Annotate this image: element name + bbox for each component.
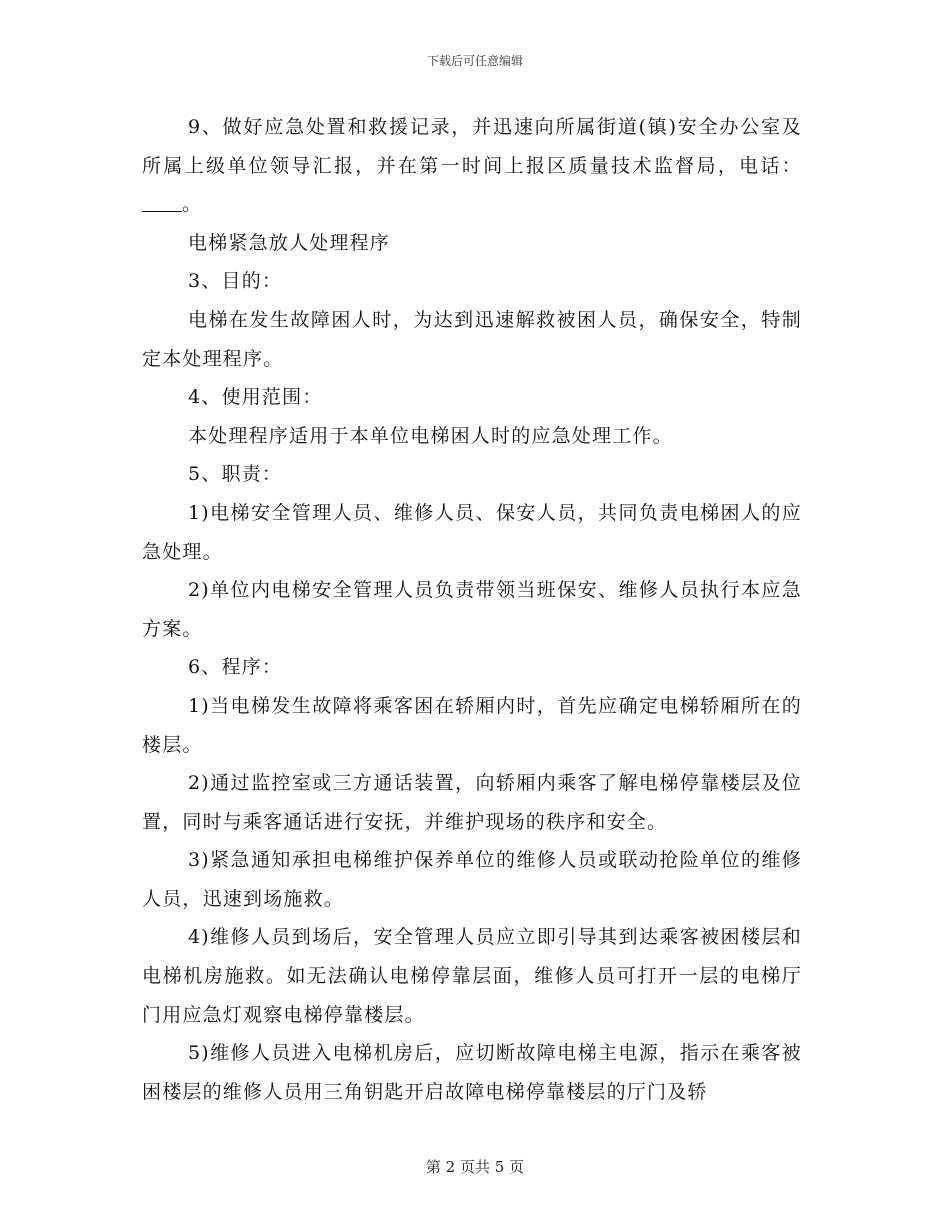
paragraph-procedure-2: 2)通过监控室或三方通话装置，向轿厢内乘客了解电梯停靠楼层及位置，同时与乘客通话进行安抚，并维护现场的秩序和安全。 — [142, 772, 802, 833]
paragraph-scope: 本处理程序适用于本单位电梯困人时的应急处理工作。 — [188, 424, 673, 447]
paragraph-procedure-3: 3)紧急通知承担电梯维护保养单位的维修人员或联动抢险单位的维修人员，迅速到场施救。 — [142, 849, 802, 910]
paragraph-text: 9、做好应急处置和救援记录，并迅速向所属街道(镇)安全办公室及所属上级单位领导汇报，并在第一时间上报区质量技术监督局，电话： — [142, 116, 802, 177]
paragraph-procedure-1: 1)当电梯发生故障将乘客困在轿厢内时，首先应确定电梯轿厢所在的楼层。 — [142, 694, 802, 756]
paragraph-suffix: 。 — [182, 193, 203, 216]
paragraph-duty-2: 2)单位内电梯安全管理人员负责带领当班保安、维修人员执行本应急方案。 — [142, 579, 802, 640]
paragraph-duty-1: 1)电梯安全管理人员、维修人员、保安人员，共同负责电梯困人的应急处理。 — [142, 501, 802, 563]
heading-purpose: 3、目的： — [188, 270, 283, 293]
page-footer: 第 2 页共 5 页 — [425, 1158, 525, 1176]
paragraph-procedure-5: 5)维修人员进入电梯机房后，应切断故障电梯主电源，指示在乘客被困楼层的维修人员用三角钥匙开启故障电梯停靠楼层的厅门及轿 — [142, 1042, 802, 1103]
section-title: 电梯紧急放人处理程序 — [188, 231, 391, 254]
heading-duties: 5、职责： — [188, 463, 283, 486]
paragraph-procedure-4: 4)维修人员到场后，安全管理人员应立即引导其到达乘客被困楼层和电梯机房施救。如无法确认电梯停靠层面，维修人员可打开一层的电梯厅门用应急灯观察电梯停靠楼层。 — [142, 926, 802, 1026]
document-body — [142, 108, 802, 1111]
paragraph-9-emergency-record — [142, 108, 802, 224]
heading-procedure: 6、程序： — [188, 656, 283, 679]
page-header: 下载后可任意编辑 — [426, 54, 523, 68]
heading-scope: 4、使用范围： — [188, 386, 323, 409]
paragraph-purpose: 电梯在发生故障困人时，为达到迅速解救被困人员，确保安全，特制定本处理程序。 — [142, 308, 802, 370]
phone-blank — [142, 191, 182, 212]
